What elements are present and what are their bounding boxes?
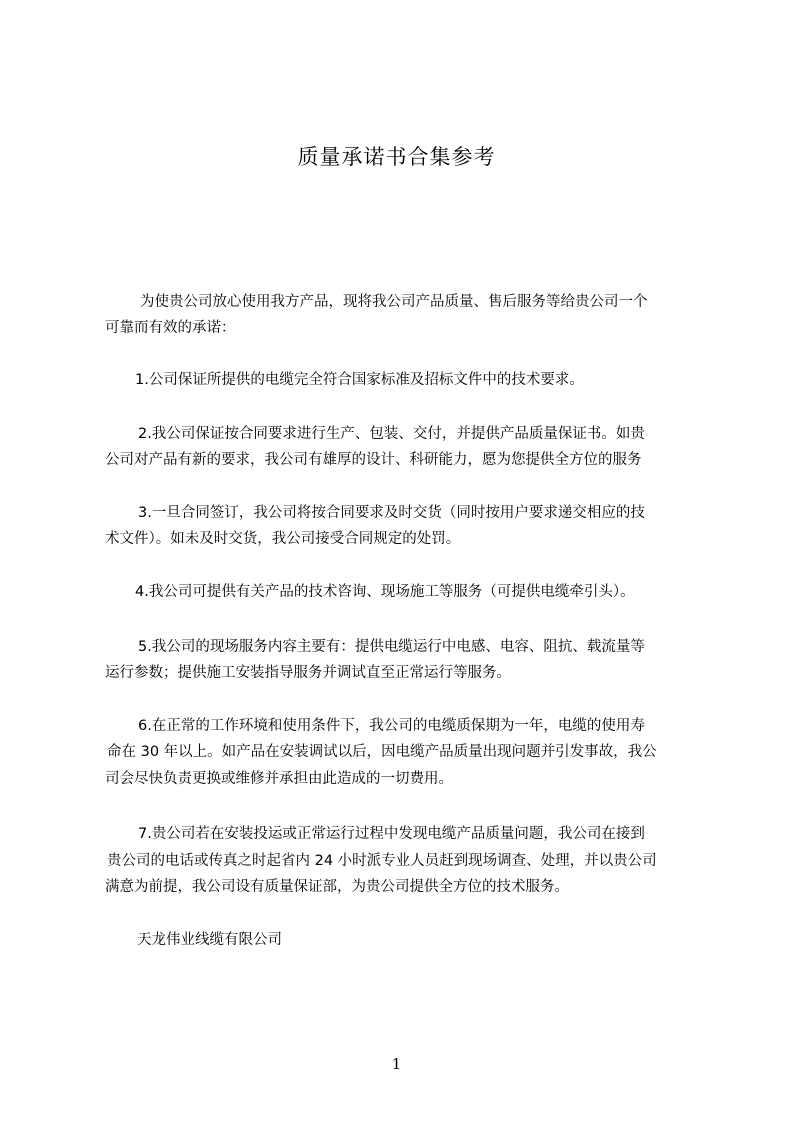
- paragraph-item-6-line-3: 司会尽快负责更换或维修并承担由此造成的一切费用。: [105, 771, 453, 787]
- paragraph-intro-line-2: 可靠而有效的承诺：: [105, 320, 236, 336]
- paragraph-item-7-line-3: 满意为前提，我公司设有质量保证部，为贵公司提供全方位的技术服务。: [105, 879, 569, 895]
- paragraph-item-3-line-2: 术文件）。如未及时交货，我公司接受合同规定的处罚。: [105, 531, 461, 547]
- company-signature: 天龙伟业线缆有限公司: [137, 932, 282, 948]
- paragraph-item-6-line-1: 6.在正常的工作环境和使用条件下，我公司的电缆质保期为一年，电缆的使用寿: [138, 718, 645, 734]
- paragraph-item-1-line-1: 1.公司保证所提供的电缆完全符合国家标准及招标文件中的技术要求。: [135, 372, 584, 388]
- paragraph-item-6-line-2: 命在 30 年以上。如产品在安装调试以后，因电缆产品质量出现问题并引发事故，我公: [107, 744, 657, 760]
- paragraph-intro-line-1: 为使贵公司放心使用我方产品，现将我公司产品质量、售后服务等给贵公司一个: [140, 294, 648, 310]
- paragraph-item-2-line-2: 公司对产品有新的要求，我公司有雄厚的设计、科研能力，愿为您提供全方位的服务: [105, 452, 642, 468]
- paragraph-item-5-line-2: 运行参数；提供施工安装指导服务并调试直至正常运行等服务。: [105, 665, 511, 681]
- paragraph-item-3-line-1: 3.一旦合同签订，我公司将按合同要求及时交货（同时按用户要求递交相应的技: [138, 505, 645, 521]
- page-number: 1: [391, 1055, 402, 1073]
- paragraph-item-7-line-1: 7.贵公司若在安装投运或正常运行过程中发现电缆产品质量问题，我公司在接到: [138, 826, 645, 842]
- paragraph-item-4-line-1: 4.我公司可提供有关产品的技术咨询、现场施工等服务（可提供电缆牵引头）。: [135, 584, 635, 600]
- document-title: 质量承诺书合集参考: [297, 145, 496, 169]
- paragraph-item-5-line-1: 5.我公司的现场服务内容主要有：提供电缆运行中电感、电容、阻抗、载流量等: [138, 639, 645, 655]
- paragraph-item-7-line-2: 贵公司的电话或传真之时起省内 24 小时派专业人员赶到现场调查、处理，并以贵公司: [107, 853, 657, 869]
- paragraph-item-2-line-1: 2.我公司保证按合同要求进行生产、包装、交付，并提供产品质量保证书。如贵: [138, 426, 645, 442]
